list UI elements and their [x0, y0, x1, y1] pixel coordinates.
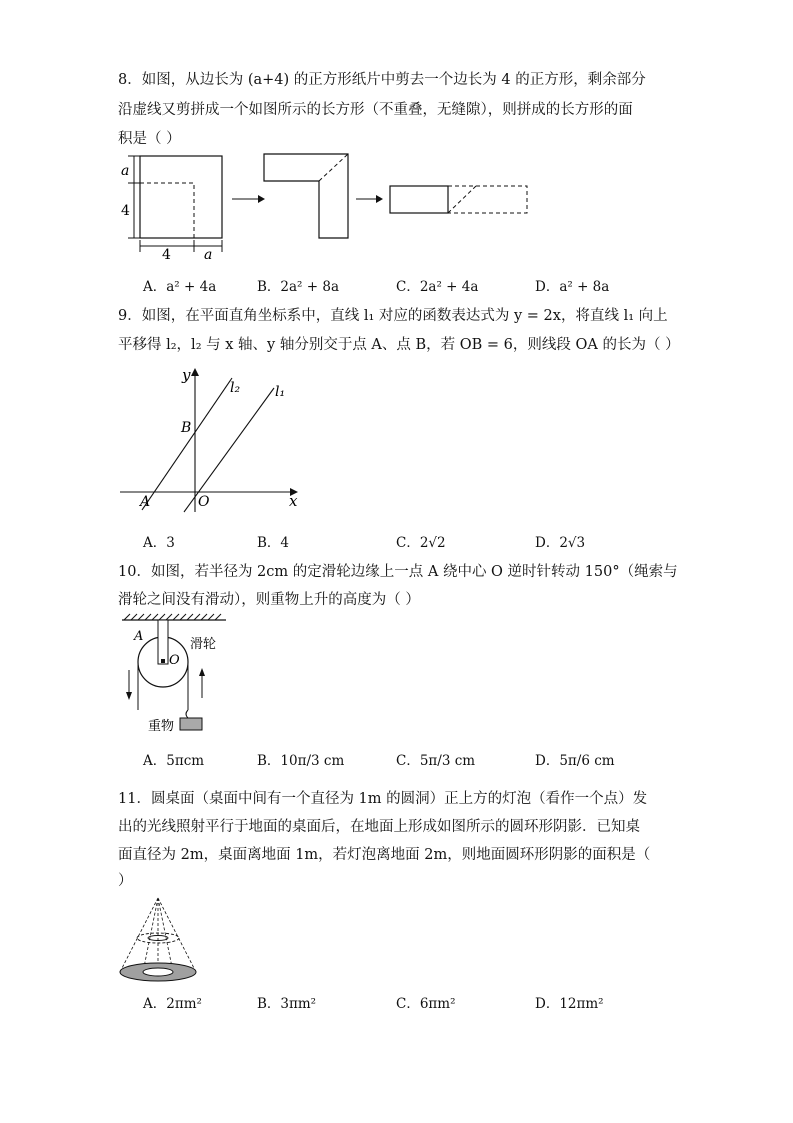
hook: [186, 710, 188, 718]
q8-option-d[interactable]: D．a² + 8a: [535, 279, 610, 295]
label-4-left: 4: [121, 203, 130, 219]
rectangle-dashed: [448, 186, 527, 213]
q8-line-3: 积是（ ）: [118, 131, 181, 147]
q8-option-a[interactable]: A．a² + 4a: [143, 279, 217, 295]
shadow-inner-hole: [143, 968, 173, 976]
q8-option-c[interactable]: C．2a² + 4a: [396, 279, 479, 295]
q10-option-b[interactable]: B．10π/3 cm: [257, 753, 345, 769]
light-rays: [120, 898, 196, 972]
label-pulley: 滑轮: [190, 637, 217, 652]
q11-line-4: ）: [118, 873, 133, 889]
q8-line-2: 沿虚线又剪拼成一个如图所示的长方形（不重叠，无缝隙），则拼成的长方形的面: [118, 102, 633, 118]
q10-option-a[interactable]: A．5πcm: [143, 753, 205, 769]
q11-option-c[interactable]: C．6πm²: [396, 996, 456, 1012]
pulley-bracket: [158, 620, 168, 664]
q11-option-a[interactable]: A．2πm²: [143, 996, 202, 1012]
label-l1: l₁: [275, 384, 286, 400]
q10-figure: [118, 612, 238, 736]
q11-option-b[interactable]: B．3πm²: [257, 996, 317, 1012]
line-l2: [142, 378, 232, 510]
q9-option-a[interactable]: A．3: [143, 535, 175, 551]
q9-option-c[interactable]: C．2√2: [396, 535, 446, 551]
label-4-bottom: 4: [162, 247, 171, 260]
q11-line-3: 面直径为 2m，桌面离地面 1m，若灯泡离地面 2m，则地面圆环形阴影的面积是（: [118, 847, 651, 863]
q9-option-d[interactable]: D．2√3: [535, 535, 586, 551]
label-B: B: [181, 420, 192, 436]
q10-option-d[interactable]: D．5π/6 cm: [535, 753, 615, 769]
label-a-bottom: a: [204, 247, 213, 260]
q11-line-1: 11．圆桌面（桌面中间有一个直径为 1m 的圆洞）正上方的灯泡（看作一个点）发: [118, 791, 648, 807]
q9-option-b[interactable]: B．4: [257, 535, 290, 551]
inner-square-dashed: [140, 183, 194, 238]
q10-line-2: 滑轮之间没有滑动），则重物上升的高度为（ ）: [118, 592, 420, 608]
q11-line-2: 出的光线照射平行于地面的桌面后，在地面上形成如图所示的圆环形阴影．已知桌: [118, 819, 640, 835]
label-A: A: [134, 629, 144, 644]
label-l2: l₂: [230, 380, 241, 396]
l-shape: [264, 154, 348, 238]
q11-figure: [116, 892, 216, 988]
l-shape-cut: [319, 154, 348, 181]
q10-option-c[interactable]: C．5π/3 cm: [396, 753, 476, 769]
q8-line-1: 8．如图，从边长为 (a+4) 的正方形纸片中剪去一个边长为 4 的正方形，剩余部分: [118, 72, 646, 88]
weight-block: [180, 718, 202, 730]
label-A: A: [140, 494, 151, 510]
q8-option-b[interactable]: B．2a² + 8a: [257, 279, 340, 295]
rectangle-solid: [390, 186, 448, 213]
q11-option-d[interactable]: D．12πm²: [535, 996, 604, 1012]
q9-line-2: 平移得 l₂，l₂ 与 x 轴、y 轴分别交于点 A、点 B，若 OB = 6，则线段 OA 的长为（ ）: [118, 337, 680, 353]
label-O: O: [169, 653, 180, 668]
big-square: [140, 156, 222, 238]
x-axis-label: x: [289, 492, 298, 510]
label-weight: 重物: [148, 719, 175, 734]
label-O: O: [198, 494, 210, 510]
q9-line-1: 9．如图，在平面直角坐标系中，直线 l₁ 对应的函数表达式为 y = 2x，将直线 l₁ 向上: [118, 308, 668, 324]
pulley-center: [161, 659, 165, 663]
label-a-left: a: [121, 163, 130, 179]
q10-line-1: 10．如图，若半径为 2cm 的定滑轮边缘上一点 A 绕中心 O 逆时针转动 150°（绳索与: [118, 564, 678, 580]
y-axis-label: y: [182, 366, 191, 384]
q8-figure: [112, 148, 542, 260]
q9-figure: [112, 362, 312, 514]
